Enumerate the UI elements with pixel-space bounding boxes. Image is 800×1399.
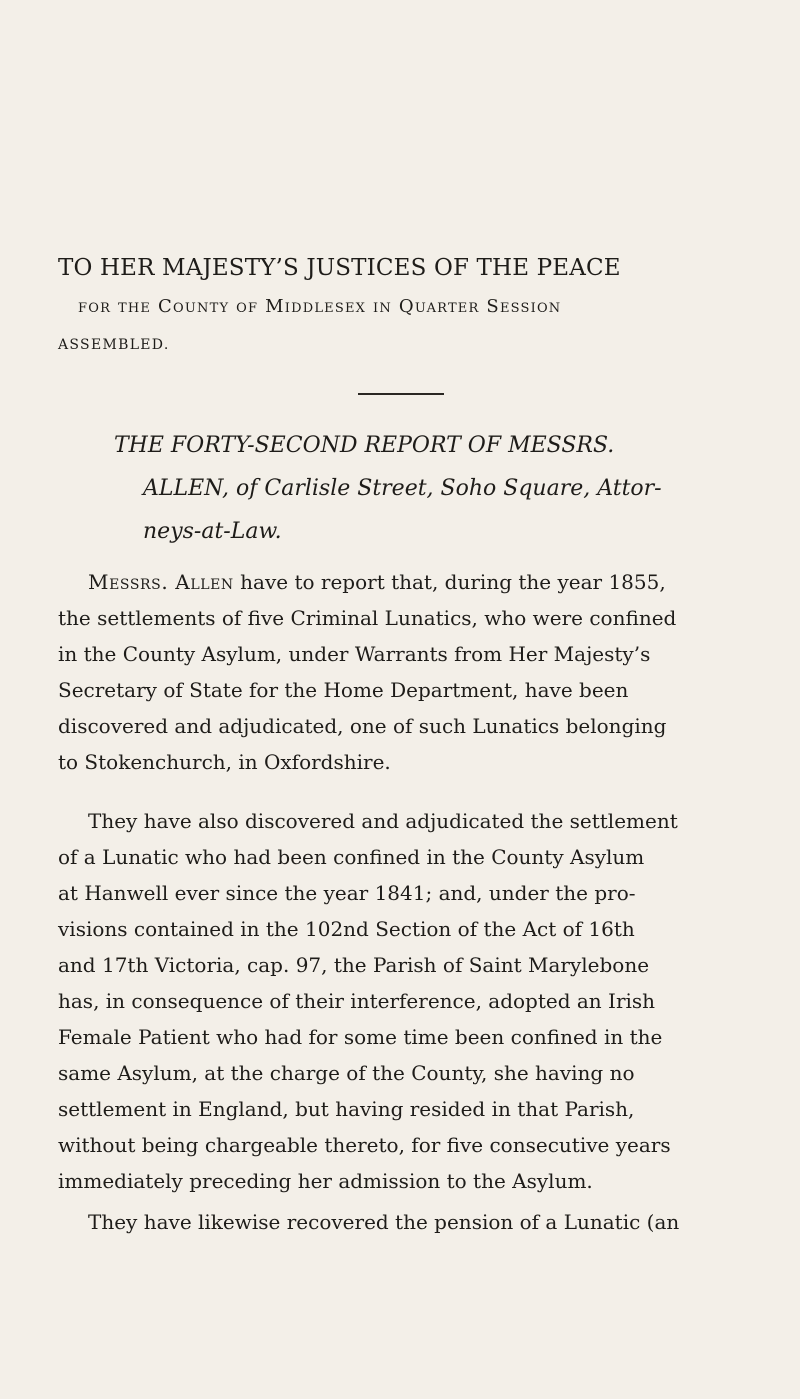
address-heading-line-3: ASSEMBLED. — [58, 337, 170, 353]
report-title-line-2: ALLEN, of Carlisle Street, Soho Square, Attor- — [143, 476, 662, 501]
paragraph-2-line-2: of a Lunatic who had been confined in the County Asylum — [58, 845, 645, 869]
report-title-line-1: THE FORTY-SECOND REPORT OF MESSRS. — [114, 433, 615, 458]
paragraph-2-line-6: has, in consequence of their interference, adopted an Irish — [58, 989, 656, 1013]
paragraph-1-line-4: Secretary of State for the Home Department, have been — [58, 678, 629, 702]
paragraph-1-line-2: the settlements of five Criminal Lunatics, who were confined — [58, 606, 677, 630]
firm-name-small-caps: Messrs. Allen — [88, 570, 234, 594]
paragraph-3-line-1 — [58, 1204, 766, 1240]
section-divider — [358, 393, 444, 395]
paragraph-3 — [58, 1204, 766, 1240]
address-heading-line-2: for the County of Middlesex in Quarter Session — [78, 296, 562, 317]
paragraph-2-line-10: without being chargeable thereto, for five consecutive years — [58, 1133, 671, 1157]
paragraph-1-line-6: to Stokenchurch, in Oxfordshire. — [58, 750, 391, 774]
paragraph-2-line-3: at Hanwell ever since the year 1841; and, under the pro- — [58, 881, 636, 905]
paragraph-2-line-1-text: They have also discovered and adjudicated the settlement — [88, 809, 678, 833]
paragraph-2-line-1 — [58, 803, 766, 839]
paragraph-2-line-4: visions contained in the 102nd Section of the Act of 16th — [58, 917, 635, 941]
paragraph-2-line-11: immediately preceding her admission to the Asylum. — [58, 1169, 593, 1193]
address-heading-line-1: TO HER MAJESTY’S JUSTICES OF THE PEACE — [58, 255, 621, 281]
paragraph-2 — [58, 803, 766, 1199]
paragraph-2-line-7: Female Patient who had for some time been confined in the — [58, 1025, 663, 1049]
report-title-line-3: neys-at-Law. — [143, 519, 282, 544]
paragraph-1-line-1-rest: have to report that, during the year 1855, — [233, 570, 666, 594]
paragraph-1-line-3: in the County Asylum, under Warrants from Her Majesty’s — [58, 642, 651, 666]
paragraph-1 — [58, 564, 766, 780]
paragraph-3-line-1-text: They have likewise recovered the pension of a Lunatic (an — [88, 1210, 680, 1234]
paragraph-2-line-9: settlement in England, but having resided in that Parish, — [58, 1097, 635, 1121]
paragraph-2-line-5: and 17th Victoria, cap. 97, the Parish of Saint Marylebone — [58, 953, 650, 977]
paragraph-1-line-5: discovered and adjudicated, one of such Lunatics belonging — [58, 714, 667, 738]
paragraph-2-line-8: same Asylum, at the charge of the County, she having no — [58, 1061, 635, 1085]
paragraph-1-line-1 — [58, 564, 766, 600]
report-title — [114, 424, 764, 553]
